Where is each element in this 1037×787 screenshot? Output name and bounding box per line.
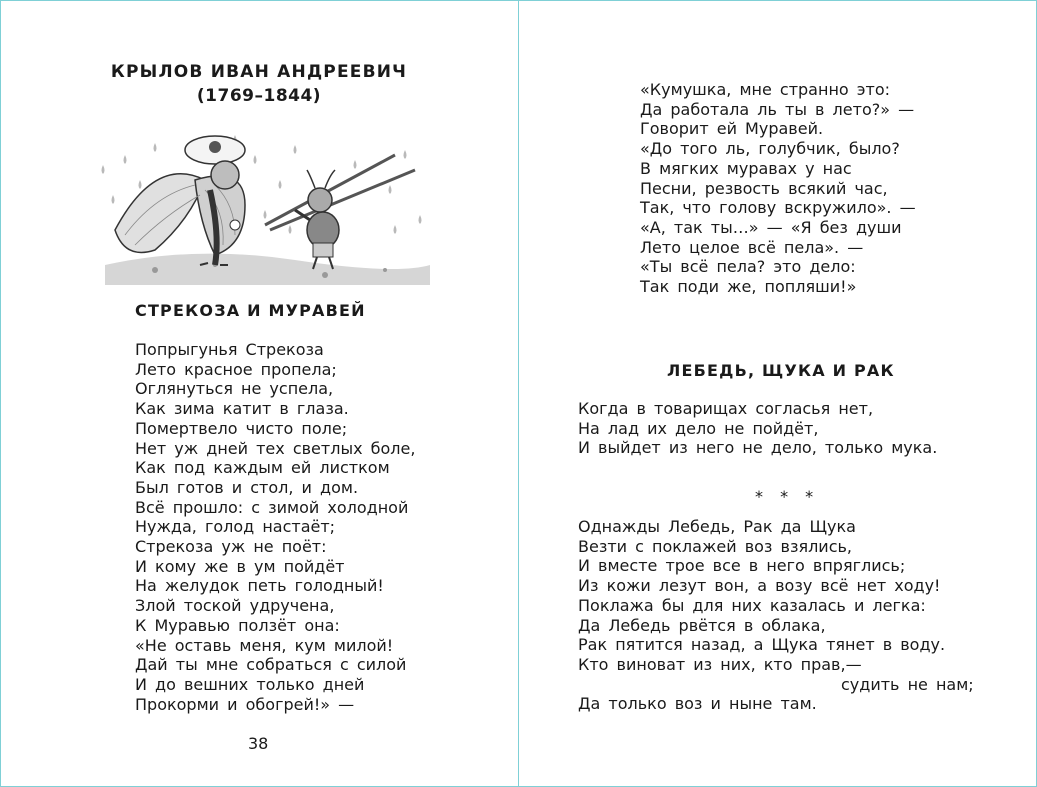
dragonfly-and-ant-illustration: [95, 125, 430, 285]
verse-line: Когда в товарищах согласья нет,: [578, 399, 874, 418]
verse-line: Лето красное пропела;: [135, 359, 337, 379]
verse-line: Из кожи лезут вон, а возу всё нет ходу!: [578, 576, 941, 596]
verse-line: Кто виноват из них, кто прав,—: [578, 654, 862, 674]
verse-line: И вместе трое все в него впряглись;: [578, 556, 906, 576]
poem-body-strekoza: [135, 340, 415, 714]
verse-line: Да работала ль ты в лето?» —: [640, 99, 915, 119]
verse-line: И до вешних только дней: [135, 674, 365, 694]
page-number: 38: [248, 734, 269, 753]
verse-line: Попрыгунья Стрекоза: [135, 340, 324, 359]
verse-line: В мягких муравах у нас: [640, 158, 852, 178]
verse-line: Как под каждым ей листком: [135, 458, 390, 478]
verse-line: Нет уж дней тех светлых боле,: [135, 438, 416, 458]
verse-line: И кому же в ум пойдёт: [135, 556, 345, 576]
verse-line: Так, что голову вскружило». —: [640, 198, 916, 218]
verse-line: Однажды Лебедь, Рак да Щука: [578, 517, 856, 536]
verse-line: Рак пятится назад, а Щука тянет в воду.: [578, 635, 946, 655]
verse-line: Прокорми и обогрей!» —: [135, 694, 355, 714]
verse-line: Как зима катит в глаза.: [135, 399, 349, 419]
poem-body-strekoza-continued: [640, 80, 916, 297]
verse-line: На желудок петь голодный!: [135, 576, 384, 596]
verse-line: Так поди же, попляши!»: [640, 277, 857, 297]
verse-line: Нужда, голод настаёт;: [135, 517, 336, 537]
verse-line: Всё прошло: с зимой холодной: [135, 497, 409, 517]
poem-title-strekoza: СТРЕКОЗА И МУРАВЕЙ: [135, 301, 366, 320]
author-name: КРЫЛОВ ИВАН АНДРЕЕВИЧ: [110, 62, 408, 82]
poem-title-lebed: ЛЕБЕДЬ, ЩУКА И РАК: [667, 361, 895, 380]
verse-line: Дай ты мне собраться с силой: [135, 655, 407, 675]
verse-line: «Кумушка, мне странно это:: [640, 80, 891, 99]
verse-line: Помертвело чисто поле;: [135, 418, 348, 438]
poem-stanza-2: [578, 517, 974, 714]
left-page: [0, 0, 518, 787]
verse-line: «Не оставь меня, кум милой!: [135, 635, 394, 655]
verse-line: Стрекоза уж не поёт:: [135, 537, 327, 557]
verse-line: «Ты всё пела? это дело:: [640, 257, 856, 277]
verse-line: На лад их дело не пойдёт,: [578, 418, 819, 438]
verse-line: Говорит ей Муравей.: [640, 119, 824, 139]
poem-stanza-1: [578, 399, 937, 458]
verse-line: Оглянуться не успела,: [135, 379, 334, 399]
right-page: [519, 0, 1037, 787]
stanza-separator: * * *: [755, 487, 820, 506]
verse-line-indented: судить не нам;: [841, 674, 974, 694]
verse-line: Поклажа бы для них казалась и легка:: [578, 595, 926, 615]
verse-line: Был готов и стол, и дом.: [135, 477, 359, 497]
verse-line: Песни, резвость всякий час,: [640, 178, 888, 198]
author-years: (1769–1844): [196, 86, 322, 106]
verse-line: Да только воз и ныне там.: [578, 694, 817, 714]
verse-line: Да Лебедь рвётся в облака,: [578, 615, 826, 635]
verse-line: «До того ль, голубчик, было?: [640, 139, 900, 159]
verse-line: «А, так ты…» — «Я без души: [640, 217, 902, 237]
verse-line: И выйдет из него не дело, только мука.: [578, 438, 938, 458]
verse-line: Везти с поклажей воз взялись,: [578, 536, 853, 556]
verse-line: Лето целое всё пела». —: [640, 237, 864, 257]
verse-line: К Муравью ползёт она:: [135, 615, 340, 635]
verse-line: Злой тоской удручена,: [135, 596, 335, 616]
